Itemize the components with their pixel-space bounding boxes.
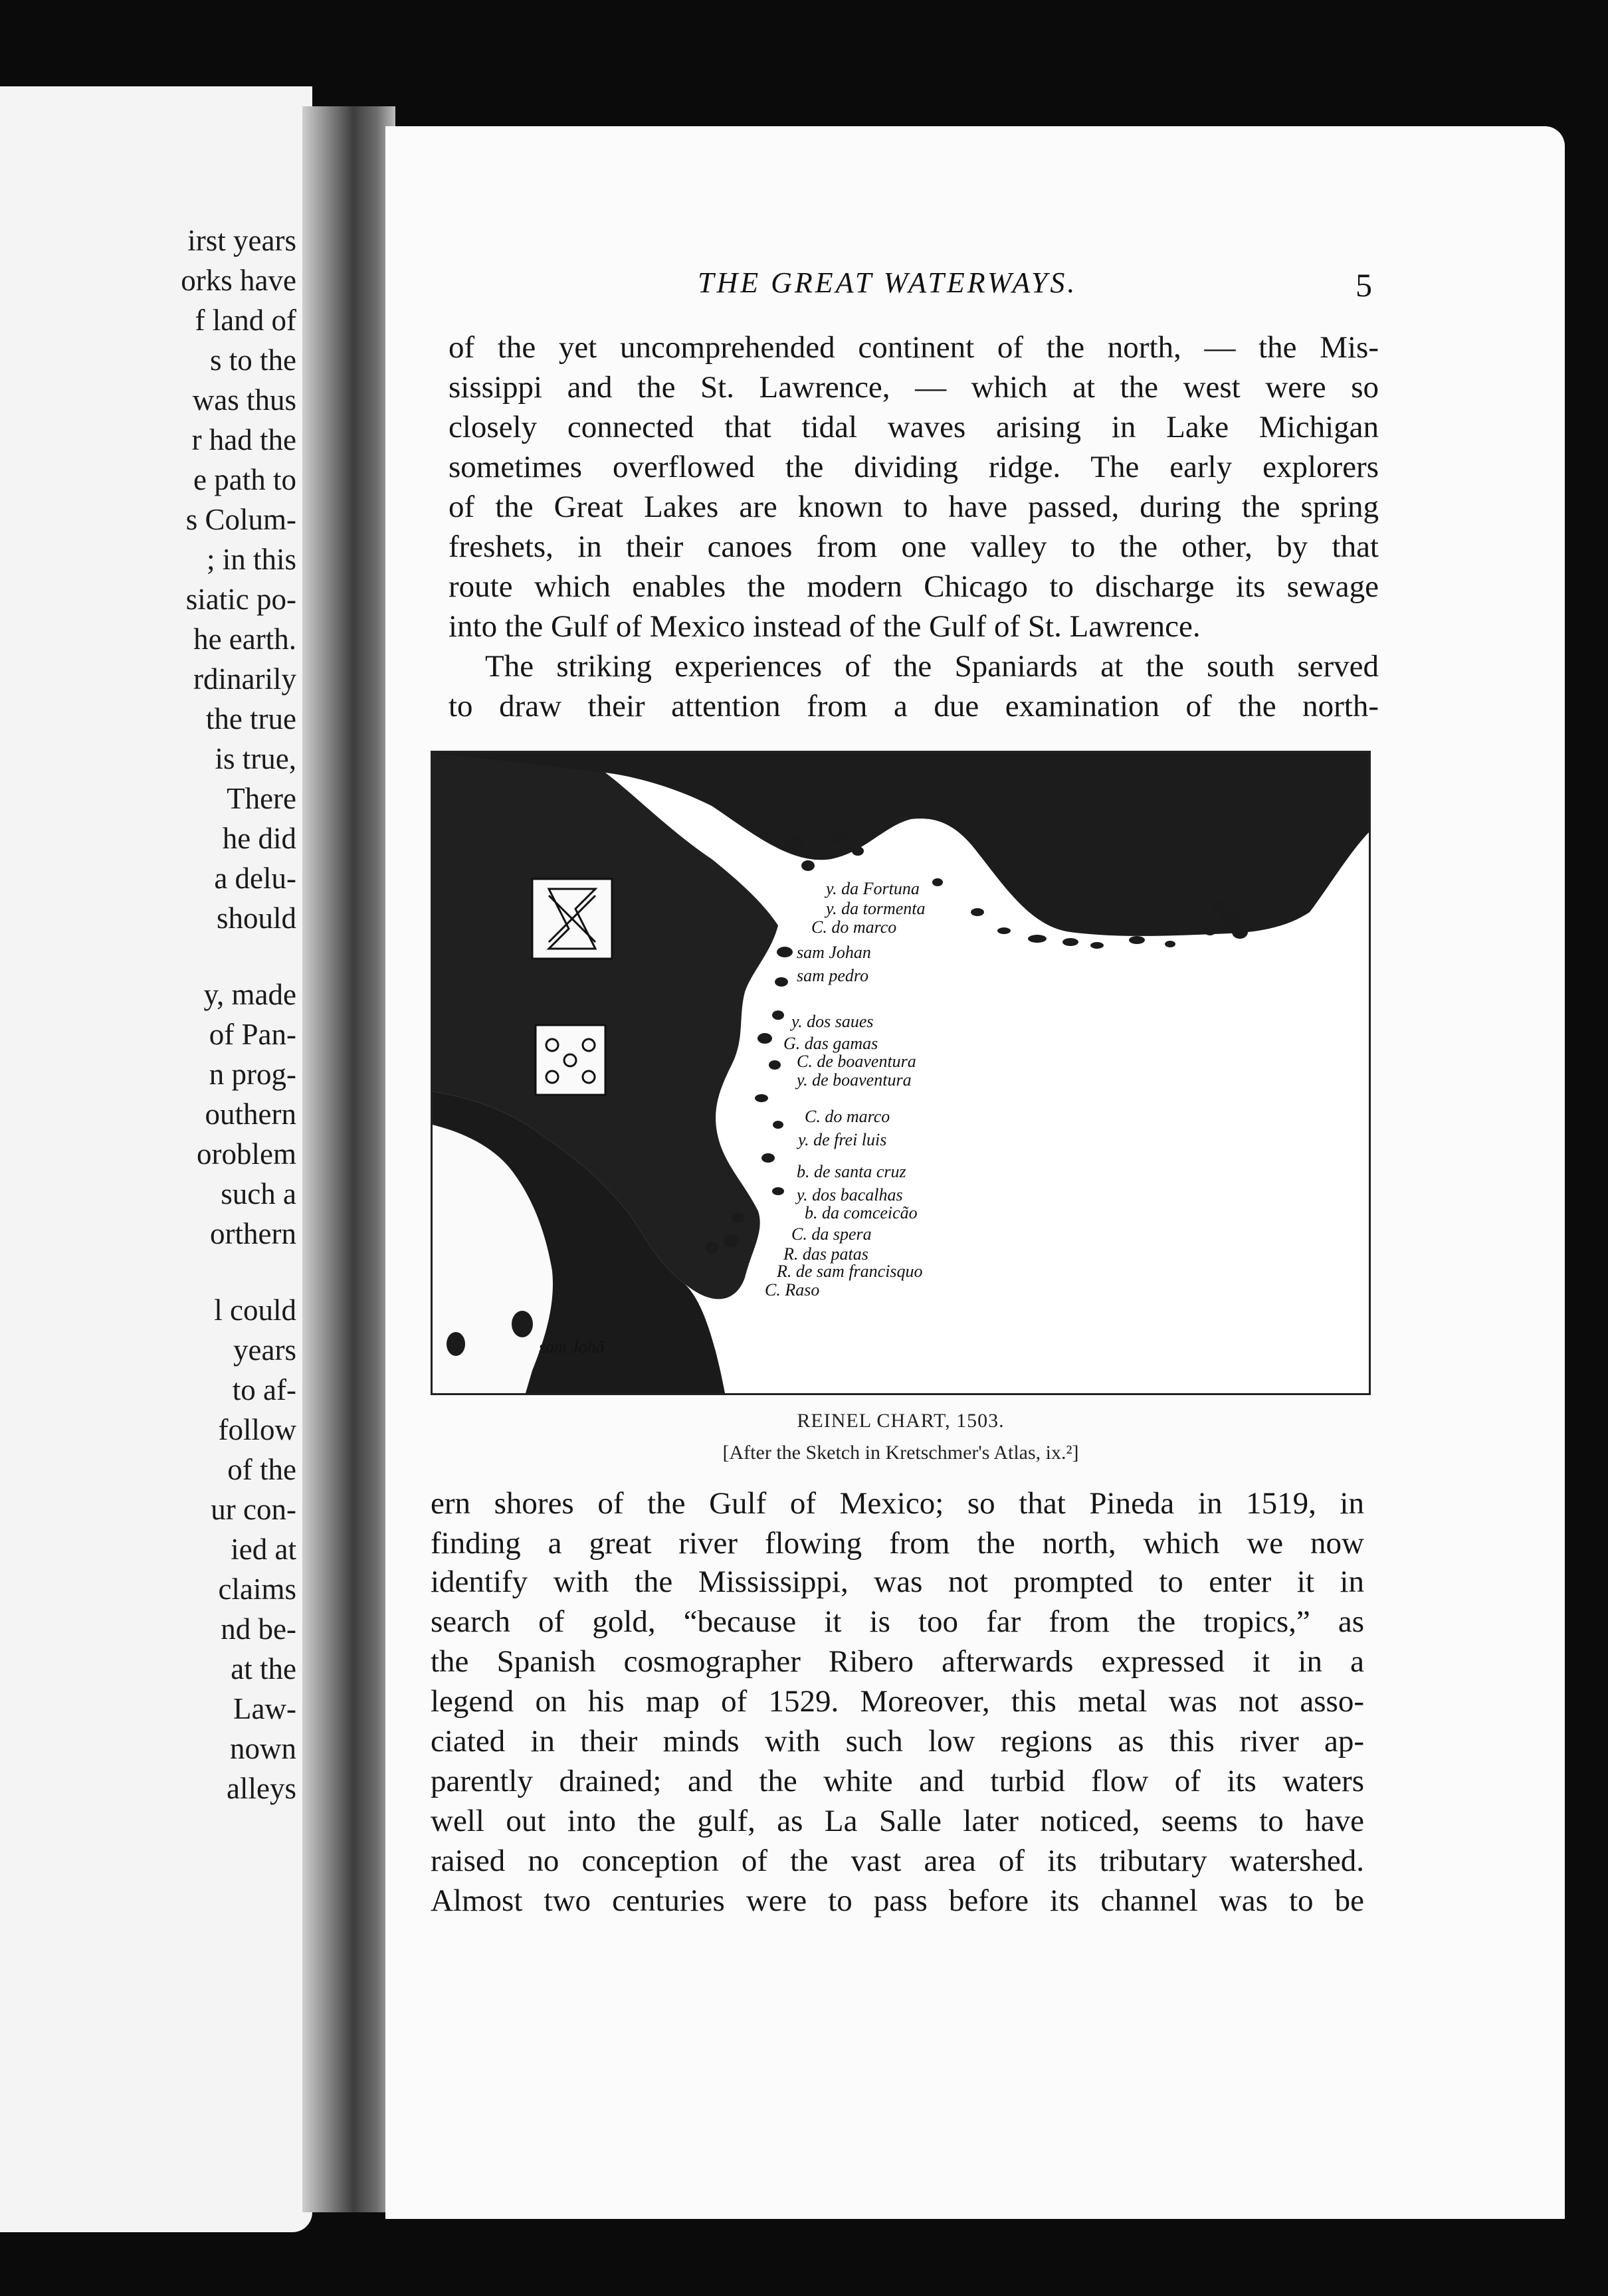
left-page	[0, 86, 312, 2232]
text-line: closely connected that tidal waves arising in Lake Michigan	[449, 410, 1379, 444]
left-text-line: l could	[214, 1293, 296, 1327]
left-text-line: a delu-	[214, 862, 296, 895]
left-text-line: the true	[205, 702, 296, 735]
left-text-line: orks have	[181, 264, 296, 297]
left-text-line: y, made	[203, 978, 296, 1011]
left-text-line: e path to	[193, 463, 296, 496]
left-text-line: ied at	[231, 1533, 296, 1566]
left-text-line: ; in this	[206, 543, 296, 576]
left-text-line: ur con-	[211, 1493, 296, 1526]
left-text-line: n prog-	[209, 1058, 296, 1091]
map-label: y. da tormenta	[826, 899, 926, 918]
map-label: sam Johã	[539, 1337, 605, 1357]
text-line: well out into the gulf, as La Salle later noticed, seems to have	[431, 1804, 1364, 1838]
left-text-line: at the	[231, 1652, 296, 1685]
text-line: finding a great river flowing from the north, which we now	[431, 1526, 1364, 1561]
left-text-line: nd be-	[221, 1612, 296, 1646]
map-label: y. dos saues	[791, 1012, 874, 1031]
map-label: G. das gamas	[783, 1034, 878, 1053]
left-text-line: he earth.	[193, 622, 296, 656]
map-label: y. de boaventura	[797, 1070, 912, 1090]
text-line: the Spanish cosmographer Ribero afterwards expressed it in a	[431, 1644, 1364, 1679]
text-line: of the yet uncomprehended continent of the north, — the Mis-	[449, 330, 1379, 365]
left-text-line: siatic po-	[185, 583, 296, 616]
left-text-line: is true,	[215, 742, 296, 775]
text-line: of the Great Lakes are known to have passed, during the spring	[449, 490, 1379, 524]
left-text-line: was thus	[192, 383, 296, 417]
map-label: C. do marco	[811, 917, 897, 937]
left-text-line: follow	[218, 1413, 296, 1446]
map-label: R. das patas	[783, 1244, 868, 1264]
figure-caption-title: REINEL CHART, 1503.	[797, 1410, 1005, 1432]
map-label: b. da comceicão	[805, 1203, 918, 1222]
text-line: The striking experiences of the Spaniards at the south served	[485, 649, 1379, 684]
left-text-line: of the	[227, 1453, 296, 1486]
text-line: identify with the Mississippi, was not prompted to enter it in	[431, 1565, 1364, 1599]
text-line: parently drained; and the white and turbid flow of its waters	[431, 1764, 1364, 1798]
reinel-chart-figure	[431, 751, 1371, 1395]
left-text-line: rdinarily	[193, 662, 296, 696]
left-text-line: There	[227, 782, 296, 815]
left-text-line: should	[216, 902, 296, 935]
map-label: y. de frei luis	[798, 1130, 887, 1149]
text-line: route which enables the modern Chicago to discharge its sewage	[449, 569, 1379, 604]
map-label: R. de sam francisquo	[777, 1262, 923, 1281]
text-line: into the Gulf of Mexico instead of the Gulf of St. Lawrence.	[449, 609, 1201, 644]
dots-flag	[536, 1025, 605, 1095]
map-label: b. de santa cruz	[797, 1162, 906, 1181]
left-text-line: outhern	[205, 1098, 296, 1131]
left-text-line: orthern	[210, 1217, 296, 1250]
map-label: C. de boaventura	[797, 1052, 916, 1071]
map-label: sam Johan	[797, 943, 871, 962]
book-gutter	[302, 106, 395, 2212]
figure-caption-source: [After the Sketch in Kretschmer's Atlas, ix.²]	[722, 1442, 1079, 1464]
left-text-line: of Pan-	[209, 1018, 296, 1051]
map-label: C. da spera	[791, 1224, 872, 1244]
left-text-line: f land of	[195, 304, 296, 337]
left-text-line: irst years	[187, 224, 296, 257]
text-line: freshets, in their canoes from one valley to the other, by that	[449, 529, 1379, 564]
left-text-line: to af-	[232, 1373, 296, 1406]
text-line: to draw their attention from a due examination of the north-	[449, 689, 1379, 723]
text-line: legend on his map of 1529. Moreover, this metal was not asso-	[431, 1684, 1364, 1719]
map-label: y. dos bacalhas	[797, 1185, 903, 1204]
left-text-line: s Colum-	[185, 503, 296, 536]
text-line: sometimes overflowed the dividing ridge. The early explorers	[449, 450, 1379, 484]
left-text-line: r had the	[191, 423, 296, 456]
left-text-line: Law-	[233, 1692, 296, 1725]
page-number: 5	[1356, 266, 1372, 304]
text-line: ern shores of the Gulf of Mexico; so that Pineda in 1519, in	[431, 1486, 1364, 1521]
text-line: raised no conception of the vast area of its tributary watershed.	[431, 1844, 1364, 1878]
map-label: C. do marco	[805, 1107, 890, 1126]
text-line: search of gold, “because it is too far from the tropics,” as	[431, 1604, 1364, 1639]
left-text-line: claims	[218, 1573, 296, 1606]
map-label: y. da Fortuna	[826, 879, 920, 898]
running-header: THE GREAT WATERWAYS.	[698, 266, 1078, 299]
text-line: Almost two centuries were to pass before its channel was to be	[431, 1883, 1364, 1918]
left-text-line: s to the	[210, 343, 296, 377]
left-text-line: such a	[221, 1177, 296, 1210]
text-line: ciated in their minds with such low regions as this river ap-	[431, 1724, 1364, 1759]
left-text-line: oroblem	[197, 1137, 296, 1171]
left-text-line: he did	[222, 822, 296, 855]
left-text-line: nown	[230, 1732, 296, 1765]
map-label: C. Raso	[765, 1280, 820, 1299]
left-text-line: alleys	[227, 1772, 296, 1805]
left-text-line: years	[233, 1333, 296, 1367]
text-line: sissippi and the St. Lawrence, — which at the west were so	[449, 370, 1379, 405]
map-label: sam pedro	[797, 966, 869, 985]
